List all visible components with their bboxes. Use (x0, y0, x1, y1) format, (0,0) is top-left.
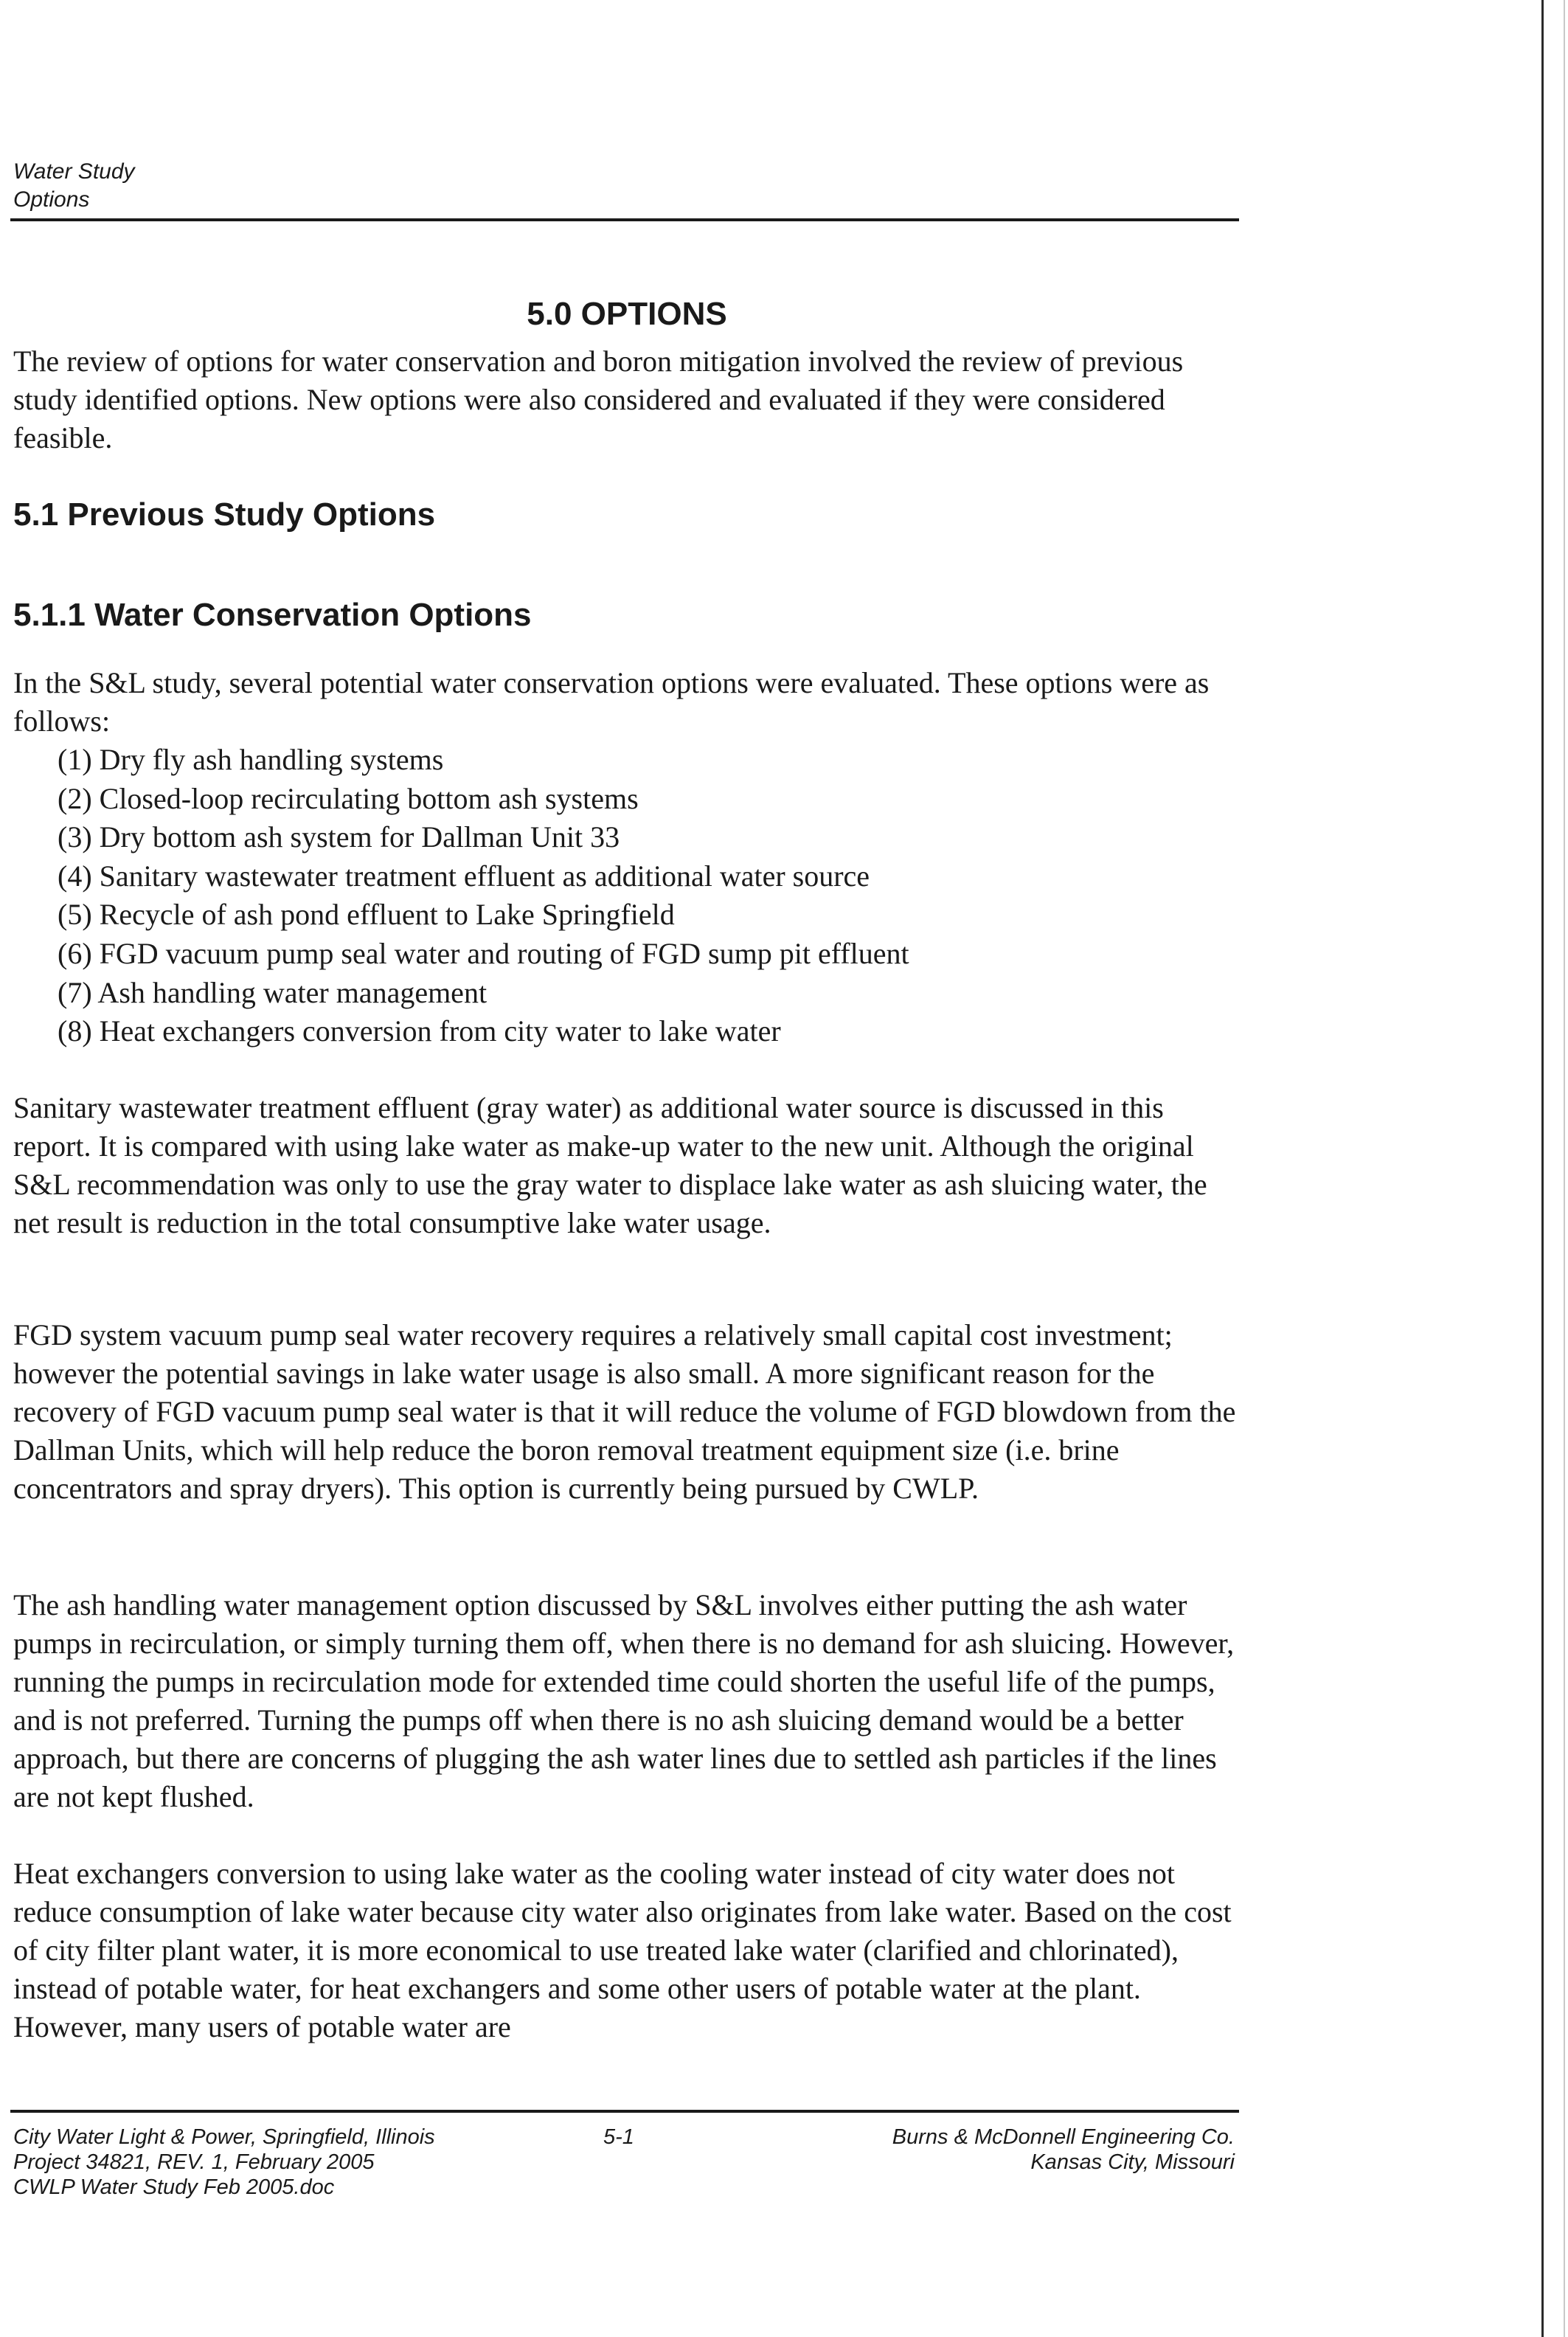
section-intro-paragraph: The review of options for water conservation and boron mitigation involved the review of previous study identified options. New options were also considered and evaluated if they were considered feasible. (13, 345, 1184, 454)
footer-project: Project 34821, REV. 1, February 2005 (13, 2150, 375, 2174)
running-header (13, 158, 1238, 214)
subsection-heading: 5.1 Previous Study Options (13, 496, 436, 533)
header-rule (10, 218, 1239, 221)
paragraph-fgd-seal-water: FGD system vacuum pump seal water recovery requires a relatively small capital cost investment; however the potential savings in lake water usage is also small. A more significant reason for the recovery of FGD vacuum pump seal water is that it will reduce the volume of FGD blowdown from the Dallman Units, which will help reduce the boron removal treatment equipment size (i.e. brine concentrators and spray dryers). This option is currently being pursued by CWLP. (13, 1318, 1236, 1505)
scan-edge-line (1541, 0, 1544, 2337)
options-list (58, 741, 1238, 1051)
subsubsection-heading: 5.1.1 Water Conservation Options (13, 597, 532, 633)
footer-right (797, 2125, 1235, 2175)
paragraph-ash-handling: The ash handling water management option discussed by S&L involves either putting the ash water pumps in recirculation, or simply turning them off, when there is no demand for ash sluicing. However, running the pumps in recirculation mode for extended time could shorten the useful life of the pumps, and is not preferred. Turning the pumps off when there is no ash sluicing demand would be a better approach, but there are concerns of plugging the ash water lines due to settled ash particles if the lines are not kept flushed. (13, 1588, 1235, 1813)
list-item: (8) Heat exchangers conversion from city water to lake water (58, 1014, 781, 1048)
paragraph-heat-exchangers: Heat exchangers conversion to using lake water as the cooling water instead of city water does not reduce consumption of lake water because city water also originates from lake water. Based on the cost of city filter plant water, it is more economical to use treated lake water (clarified and chlorinated), instead of potable water, for heat exchangers and some other users of potable water at the plant. However, many users of potable water are (13, 1857, 1232, 2043)
list-item: (2) Closed-loop recirculating bottom ash systems (58, 781, 639, 815)
footer-location: Kansas City, Missouri (1030, 2150, 1235, 2174)
header-line-1: Water Study (13, 159, 135, 184)
scan-edge-line-faint (1564, 0, 1565, 2337)
footer-company: Burns & McDonnell Engineering Co. (892, 2125, 1235, 2149)
footer-filename: CWLP Water Study Feb 2005.doc (13, 2175, 335, 2199)
options-intro-paragraph: In the S&L study, several potential water conservation options were evaluated. These options were as follows: (13, 666, 1210, 738)
list-item: (7) Ash handling water management (58, 975, 488, 1009)
list-item: (4) Sanitary wastewater treatment effluent as additional water source (58, 859, 870, 893)
list-item: (3) Dry bottom ash system for Dallman Unit 33 (58, 820, 620, 854)
footer-page-number: 5-1 (603, 2125, 634, 2149)
list-item: (5) Recycle of ash pond effluent to Lake Springfield (58, 898, 675, 932)
paragraph-gray-water: Sanitary wastewater treatment effluent (gray water) as additional water source is discussed in this report. It is compared with using lake water as make-up water to the new unit. Although the original S&L recommendation was only to use the gray water to displace lake water as ash sluicing water, the net result is reduction in the total consumptive lake water usage. (13, 1091, 1207, 1239)
list-item: (1) Dry fly ash handling systems (58, 743, 444, 776)
list-item: (6) FGD vacuum pump seal water and routing of FGD sump pit effluent (58, 936, 909, 970)
section-title: 5.0 OPTIONS (527, 296, 727, 332)
footer-client: City Water Light & Power, Springfield, Illinois (13, 2125, 435, 2149)
header-line-2: Options (13, 187, 90, 212)
footer-rule (10, 2110, 1239, 2113)
footer-left (13, 2125, 530, 2200)
